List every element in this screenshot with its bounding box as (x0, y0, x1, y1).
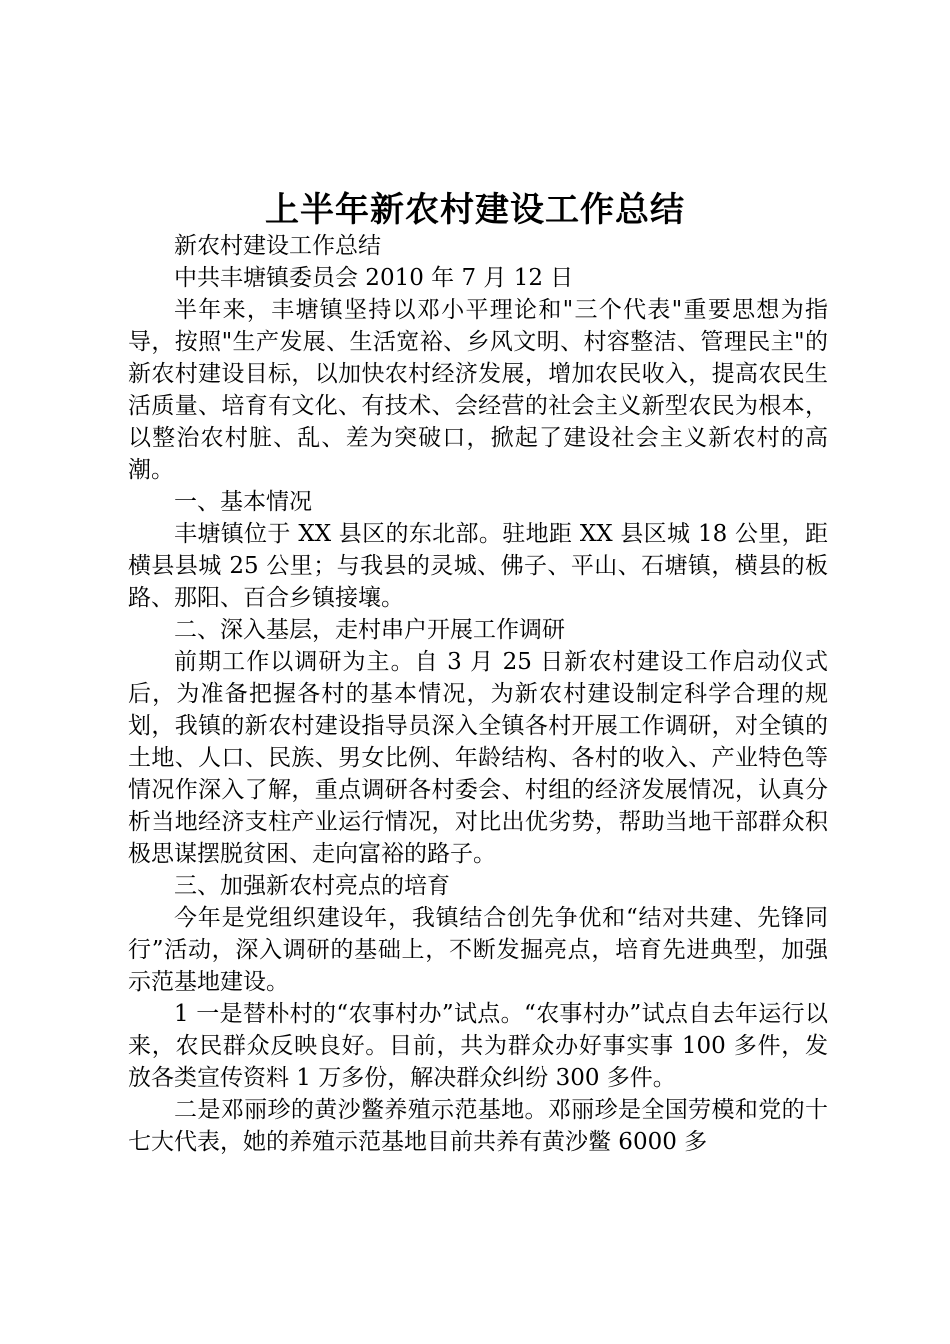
document-title: 上半年新农村建设工作总结 (265, 190, 685, 230)
highlight-item-2: 二是邓丽珍的黄沙鳖养殖示范基地。邓丽珍是全国劳模和党的十七大代表，她的养殖示范基地目前共养有黄沙鳖 6000 多 (128, 1097, 828, 1155)
research-paragraph: 前期工作以调研为主。自 3 月 25 日新农村建设工作启动仪式后，为准备把握各村的基本情况，为新农村建设制定科学合理的规划，我镇的新农村建设指导员深入全镇各村开展工作调研，对全镇的土地、人口、民族、男女比例、年龄结构、各村的收入、产业特色等情况作深入了解，重点调研各村委会、村组的经济发展情况，认真分析当地经济支柱产业运行情况，对比出优劣势，帮助当地干部群众积极思谋摆脱贫困、走向富裕的路子。 (128, 649, 828, 867)
section-heading-highlights: 三、加强新农村亮点的培育 (174, 873, 450, 899)
highlights-paragraph: 今年是党组织建设年，我镇结合创先争优和“结对共建、先锋同行”活动，深入调研的基础上，不断发掘亮点，培育先进典型，加强示范基地建设。 (128, 905, 828, 995)
basic-situation-paragraph: 丰塘镇位于 XX 县区的东北部。驻地距 XX 县区城 18 公里，距横县县城 25 公里；与我县的灵城、佛子、平山、石塘镇，横县的板路、那阳、百合乡镇接壤。 (128, 521, 828, 611)
section-heading-research: 二、深入基层，走村串户开展工作调研 (174, 617, 565, 643)
section-heading-basic-situation: 一、基本情况 (174, 489, 312, 515)
subtitle-paragraph: 新农村建设工作总结 (174, 233, 381, 259)
document-body (128, 230, 828, 1158)
highlight-item-1: 1 一是替朴村的“农事村办”试点。“农事村办”试点自去年运行以来，农民群众反映良好。目前，共为群众办好事实事 100 多件，发放各类宣传资料 1 万多份，解决群众纠纷 300 多件。 (128, 1001, 828, 1091)
intro-paragraph: 半年来，丰塘镇坚持以邓小平理论和"三个代表"重要思想为指导，按照"生产发展、生活宽裕、乡风文明、村容整洁、管理民主"的新农村建设目标，以加快农村经济发展，增加农民收入，提高农民生活质量、培育有文化、有技术、会经营的社会主义新型农民为根本，以整治农村脏、乱、差为突破口，掀起了建设社会主义新农村的高潮。 (128, 297, 828, 483)
author-date-line: 中共丰塘镇委员会 2010 年 7 月 12 日 (174, 265, 574, 291)
